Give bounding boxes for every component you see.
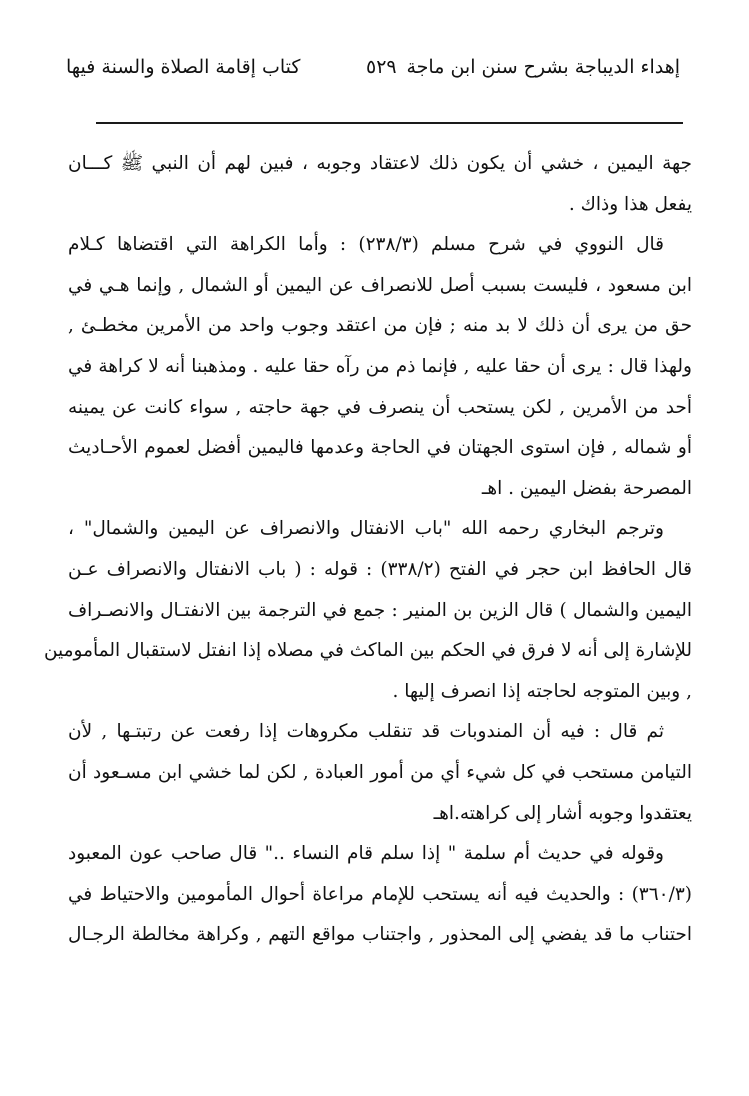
text-line: وقوله في حديث أم سلمة " إذا سلم قام النساء .." قال صاحب عون المعبود xyxy=(68,843,664,865)
page-number: ٥٢٩ xyxy=(366,56,397,78)
text-line: ثم قال : فيه أن المندوبات قد تنقلب مكروهات إذا رفعت عن رتبتـها , لأن xyxy=(68,721,664,743)
text-line: التيامن مستحب في كل شيء أي من أمور العبادة , لكن لما خشي ابن مسـعود أن xyxy=(68,761,692,783)
book-title: إهداء الديباجة بشرح سنن ابن ماجة xyxy=(406,56,680,78)
text-line: أحد من الأمرين , لكن يستحب أن ينصرف في جهة حاجته , سواء كانت عن يمينه xyxy=(68,396,692,418)
text-line: قال الحافظ ابن حجر في الفتح (٣٣٨/٢) : قوله : ( باب الانفتال والانصراف عـن xyxy=(68,558,692,580)
running-header xyxy=(66,56,680,92)
text-line: احتناب ما قد يفضي إلى المحذور , واجتناب مواقع التهم , وكراهة مخالطة الرجـال xyxy=(68,924,692,946)
text-line: (٣٦٠/٣) : والحديث فيه أنه يستحب للإمام مراعاة أحوال المأمومين والاحتياط في xyxy=(68,883,692,905)
text-line: حق من يرى أن ذلك لا بد منه ; فإن من اعتقد وجوب واحد من الأمرين مخطـئ , xyxy=(68,315,693,337)
chapter-title: كتاب إقامة الصلاة والسنة فيها xyxy=(66,56,301,78)
text-line: يفعل هذا وذاك . xyxy=(568,193,692,215)
text-line: وترجم البخاري رحمه الله "باب الانفتال والانصراف عن اليمين والشمال" ، xyxy=(68,518,664,540)
text-line: ولهذا قال : يرى أن حقا عليه , فإنما ذم من رآه حقا عليه . ومذهبنا أنه لا كراهة في xyxy=(68,355,692,377)
text-line: المصرحة بفضل اليمين . اهـ xyxy=(481,477,692,499)
text-line: , وبين المتوجه لحاجته إذا انصرف إليها . xyxy=(392,680,692,702)
text-line: جهة اليمين ، خشي أن يكون ذلك لاعتقاد وجوبه ، فبين لهم أن النبي ﷺ كـــان xyxy=(68,153,692,174)
text-line: أو شماله , فإن استوى الجهتان في الحاجة وعدمها فاليمين أفضل لعموم الأحـاديث xyxy=(68,437,692,459)
body-text xyxy=(43,144,693,956)
text-line: للإشارة إلى أنه لا فرق في الحكم بين الماكث في مصلاه إذا انفتل لاستقبال المأمومين xyxy=(43,640,692,662)
header-divider xyxy=(96,122,683,124)
text-line: ابن مسعود ، فليست بسبب أصل للانصراف عن اليمين أو الشمال , وإنما هـي في xyxy=(68,274,692,296)
text-line: اليمين والشمال ) قال الزين بن المنير : جمع في الترجمة بين الانفتـال والانصـراف xyxy=(68,599,692,621)
text-line: قال النووي في شرح مسلم (٢٣٨/٣) : وأما الكراهة التي اقتضاها كـلام xyxy=(68,234,664,256)
text-line: يعتقدوا وجوبه أشار إلى كراهته.اهـ xyxy=(433,802,692,824)
